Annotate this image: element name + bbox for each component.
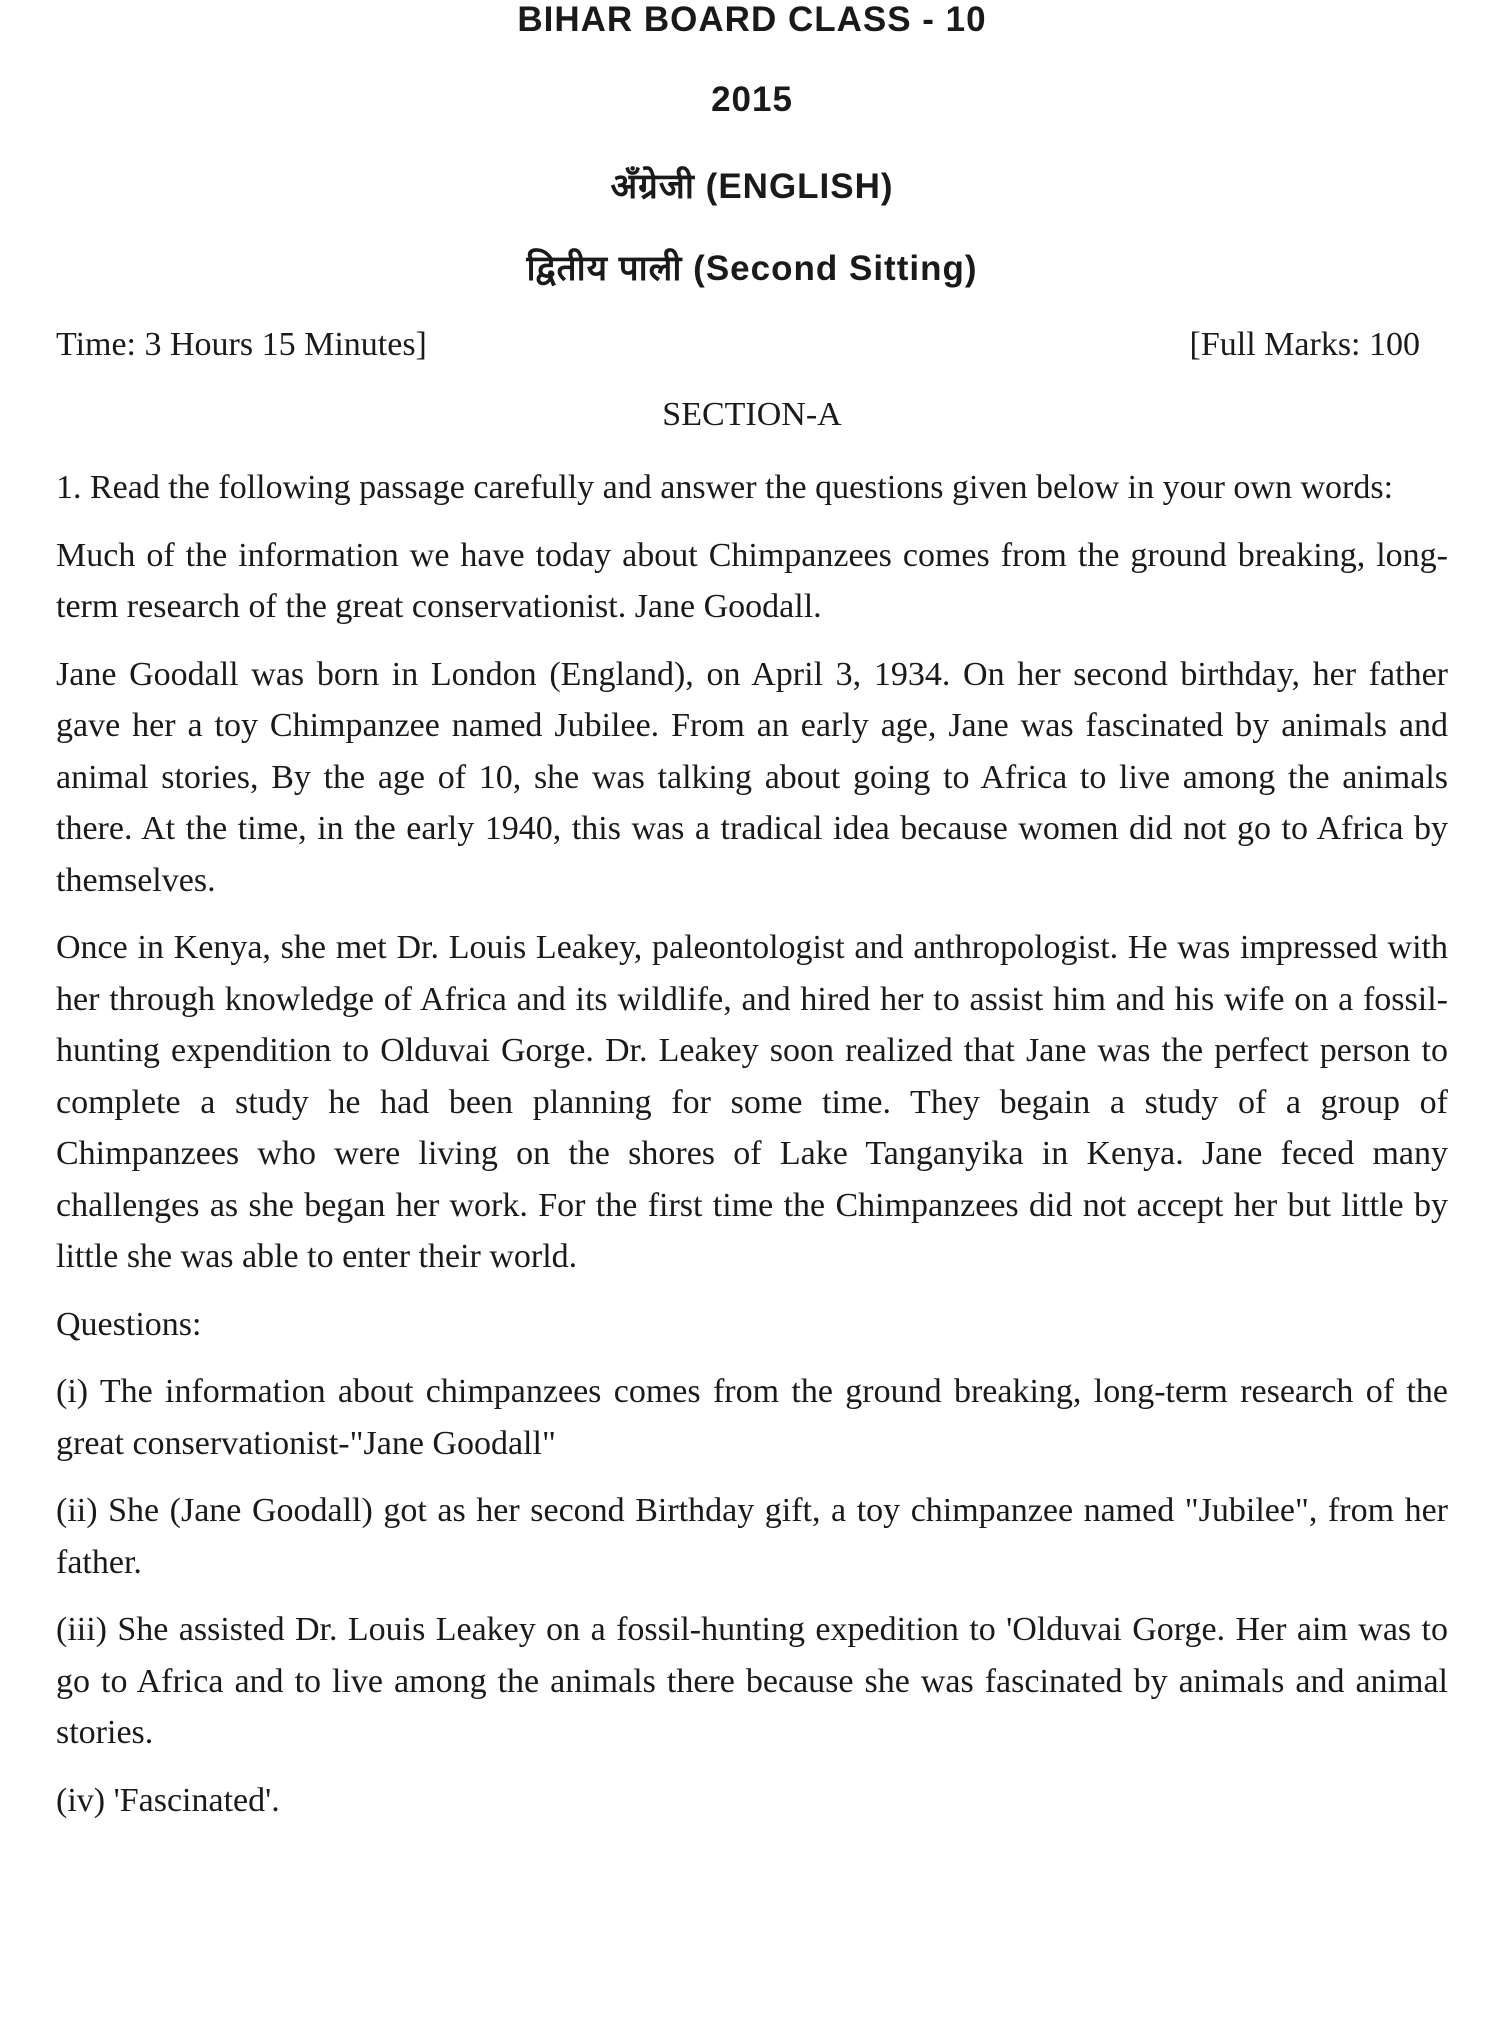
questions-label: Questions: (56, 1305, 202, 1343)
exam-year: 2015 (711, 80, 793, 119)
instruction-text: 1. Read the following passage carefully and answer the questions given below in your own words: (56, 469, 1394, 506)
answer-item: (iii) She assisted Dr. Louis Leakey on a fossil-hunting expedition to 'Olduvai Gorge. Her aim was to go to Africa and to live among the animals there because she was fascinated by animals and animal stories. (56, 1611, 1448, 1751)
answer-item: (i) The information about chimpanzees comes from the ground breaking, long-term research of the great conservationist-"Jane Goodall" (56, 1373, 1448, 1462)
answer-item: (iv) 'Fascinated'. (56, 1781, 280, 1819)
question-body (56, 462, 1448, 1842)
board-title: BIHAR BOARD CLASS - 10 (517, 0, 987, 39)
answer-item: (ii) She (Jane Goodall) got as her second Birthday gift, a toy chimpanzee named "Jubilee", from her father. (56, 1492, 1448, 1581)
exam-meta (56, 326, 1448, 364)
passage-paragraph: Much of the information we have today about Chimpanzees comes from the ground breaking, long-term research of the great conservationist. Jane Goodall. (56, 536, 1448, 625)
passage-paragraph: Once in Kenya, she met Dr. Louis Leakey, paleontologist and anthropologist. He was impressed with her through knowledge of Africa and its wildlife, and hired her to assist him and his wife on a fossil-hunting expendition to Olduvai Gorge. Dr. Leakey soon realized that Jane was the perfect person to complete a study he had been planning for some time. They begain a study of a group of Chimpanzees who were living on the shores of Lake Tanganyika in Kenya. Jane feced many challenges as she began her work. For the first time the Chimpanzees did not accept her but little by little she was able to enter their world. (56, 929, 1448, 1275)
full-marks: [Full Marks: 100 (1189, 326, 1420, 363)
section-heading: SECTION-A (662, 396, 842, 433)
passage-paragraph: Jane Goodall was born in London (England), on April 3, 1934. On her second birthday, her father gave her a toy Chimpanzee named Jubilee. From an early age, Jane was fascinated by animals and animal stories, By the age of 10, she was talking about going to Africa to live among the animals there. At the time, in the early 1940, this was a tradical idea because women did not go to Africa by themselves. (56, 655, 1448, 899)
time-allowed: Time: 3 Hours 15 Minutes] (56, 326, 427, 363)
sitting-title: द्वितीय पाली (Second Sitting) (526, 249, 978, 288)
subject-title: अँग्रेजी (ENGLISH) (610, 167, 894, 206)
